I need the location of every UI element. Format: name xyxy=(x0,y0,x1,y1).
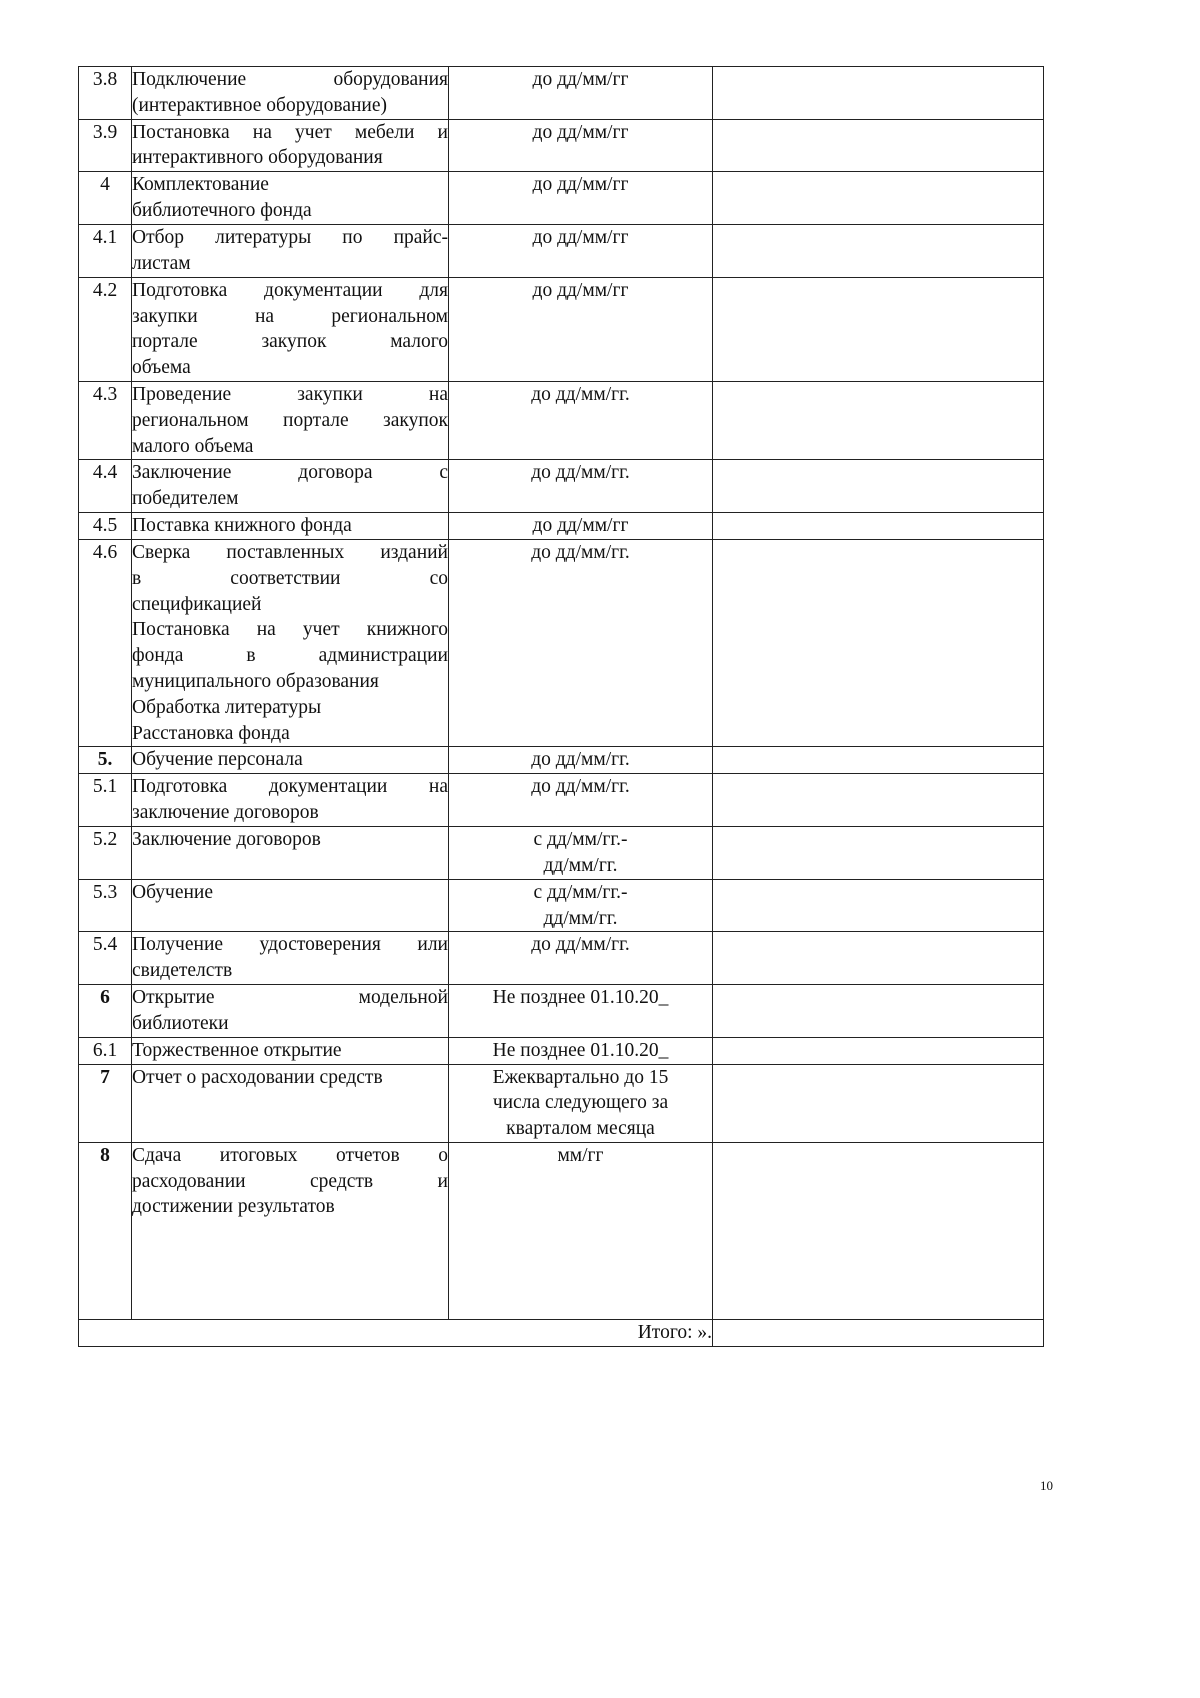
empty-cell xyxy=(713,1064,1044,1142)
task-text-line: расходовании средств и xyxy=(132,1170,448,1192)
task-text-line: Получение удостоверения или xyxy=(132,934,448,956)
task-cell xyxy=(132,172,449,225)
empty-cell xyxy=(713,1037,1044,1064)
deadline-text-line: до дд/мм/гг. xyxy=(531,462,630,484)
empty-cell xyxy=(713,984,1044,1037)
deadline-text-line: кварталом месяца xyxy=(506,1118,655,1140)
empty-cell xyxy=(713,512,1044,539)
task-cell xyxy=(132,1142,449,1319)
task-text-line: Сдача итоговых отчетов о xyxy=(132,1144,448,1166)
deadline-cell xyxy=(449,539,713,746)
item-number: 5. xyxy=(79,747,132,774)
item-number: 4 xyxy=(79,172,132,225)
empty-cell xyxy=(713,932,1044,985)
deadline-text-line: Ежеквартально до 15 xyxy=(492,1066,669,1088)
item-number: 5.1 xyxy=(79,774,132,827)
total-label: Итого: ». xyxy=(79,1319,713,1346)
table-row xyxy=(79,747,1044,774)
item-number: 7 xyxy=(79,1064,132,1142)
task-cell xyxy=(132,984,449,1037)
deadline-cell xyxy=(449,932,713,985)
deadline-text-line: до дд/мм/гг. xyxy=(531,541,630,563)
item-number: 5.4 xyxy=(79,932,132,985)
table-row xyxy=(79,984,1044,1037)
plan-table-body xyxy=(79,67,1044,1320)
task-cell xyxy=(132,774,449,827)
empty-cell xyxy=(713,225,1044,278)
task-text-line: Расстановка фонда xyxy=(132,722,290,744)
table-row xyxy=(79,879,1044,932)
deadline-text-line: дд/мм/гг. xyxy=(543,907,618,929)
deadline-text-line: до дд/мм/гг xyxy=(532,279,629,301)
item-number: 6 xyxy=(79,984,132,1037)
item-number: 4.2 xyxy=(79,277,132,381)
task-cell xyxy=(132,932,449,985)
deadline-text-line: мм/гг xyxy=(557,1144,604,1166)
task-cell xyxy=(132,1064,449,1142)
table-row xyxy=(79,277,1044,381)
empty-cell xyxy=(713,774,1044,827)
deadline-text-line: Не позднее 01.10.20_ xyxy=(492,986,669,1008)
empty-cell xyxy=(713,826,1044,879)
table-row xyxy=(79,381,1044,459)
deadline-text-line: до дд/мм/гг xyxy=(532,121,629,143)
item-number: 4.6 xyxy=(79,539,132,746)
task-cell xyxy=(132,67,449,120)
item-number: 4.4 xyxy=(79,460,132,513)
task-text-line: Заключение договоров xyxy=(132,828,321,850)
deadline-cell xyxy=(449,460,713,513)
task-text-line: в соответствии со xyxy=(132,567,448,589)
task-text-line: Поставка книжного фонда xyxy=(132,514,352,536)
task-text-line: Подготовка документации для xyxy=(132,279,448,301)
deadline-text-line: до дд/мм/гг. xyxy=(531,383,630,405)
task-text-line: Заключение договора с xyxy=(132,462,448,484)
deadline-cell xyxy=(449,879,713,932)
empty-cell xyxy=(713,67,1044,120)
item-number: 4.1 xyxy=(79,225,132,278)
deadline-text-line: с дд/мм/гг.- xyxy=(533,828,628,850)
task-text-line: Обучение персонала xyxy=(132,749,303,771)
task-text-line: объема xyxy=(132,357,191,379)
table-row xyxy=(79,67,1044,120)
task-cell xyxy=(132,539,449,746)
total-value-cell xyxy=(713,1319,1044,1346)
deadline-cell xyxy=(449,381,713,459)
table-row xyxy=(79,774,1044,827)
deadline-text-line: Не позднее 01.10.20_ xyxy=(492,1039,669,1061)
task-cell xyxy=(132,225,449,278)
deadline-cell xyxy=(449,774,713,827)
deadline-text-line: до дд/мм/гг xyxy=(532,227,629,249)
item-number: 4.3 xyxy=(79,381,132,459)
empty-cell xyxy=(713,460,1044,513)
task-text-line: малого объема xyxy=(132,435,254,457)
empty-cell xyxy=(713,879,1044,932)
table-row xyxy=(79,172,1044,225)
task-cell xyxy=(132,277,449,381)
task-text-line: библиотеки xyxy=(132,1012,229,1034)
task-text-line: муниципального образования xyxy=(132,670,379,692)
task-cell xyxy=(132,119,449,172)
table-row xyxy=(79,1142,1044,1319)
deadline-text-line: до дд/мм/гг xyxy=(532,514,629,536)
task-text-line: заключение договоров xyxy=(132,801,319,823)
task-text-line: Открытие модельной xyxy=(132,986,448,1008)
table-row xyxy=(79,932,1044,985)
item-number: 5.2 xyxy=(79,826,132,879)
deadline-text-line: до дд/мм/гг xyxy=(532,174,629,196)
empty-cell xyxy=(713,747,1044,774)
task-text-line: фонда в администрации xyxy=(132,645,448,667)
table-row xyxy=(79,119,1044,172)
item-number: 8 xyxy=(79,1142,132,1319)
table-row xyxy=(79,225,1044,278)
task-text-line: региональном портале закупок xyxy=(132,409,448,431)
page-number: 10 xyxy=(1040,1478,1053,1493)
task-text-line: Подключение оборудования xyxy=(132,69,448,90)
task-cell xyxy=(132,381,449,459)
task-cell xyxy=(132,879,449,932)
item-number: 3.9 xyxy=(79,119,132,172)
deadline-text-line: до дд/мм/гг xyxy=(532,69,629,90)
task-text-line: Постановка на учет мебели и xyxy=(132,121,448,143)
task-text-line: Отбор литературы по прайс- xyxy=(132,227,448,249)
deadline-cell xyxy=(449,277,713,381)
empty-cell xyxy=(713,119,1044,172)
task-text-line: Обработка литературы xyxy=(132,696,322,718)
task-cell xyxy=(132,1037,449,1064)
empty-cell xyxy=(713,277,1044,381)
task-text-line: Отчет о расходовании средств xyxy=(132,1066,383,1088)
task-text-line: библиотечного фонда xyxy=(132,199,312,221)
total-row xyxy=(79,1319,1044,1346)
deadline-cell xyxy=(449,119,713,172)
task-text-line: Обучение xyxy=(132,881,213,903)
plan-table xyxy=(78,66,1044,1347)
item-number: 5.3 xyxy=(79,879,132,932)
deadline-cell xyxy=(449,747,713,774)
task-text-line: Торжественное открытие xyxy=(132,1039,342,1061)
item-number: 4.5 xyxy=(79,512,132,539)
deadline-cell xyxy=(449,225,713,278)
item-number: 6.1 xyxy=(79,1037,132,1064)
task-text-line: (интерактивное оборудование) xyxy=(132,94,388,116)
item-number: 3.8 xyxy=(79,67,132,120)
task-text-line: Комплектование xyxy=(132,174,269,196)
task-cell xyxy=(132,826,449,879)
deadline-cell xyxy=(449,826,713,879)
deadline-cell xyxy=(449,1037,713,1064)
task-text-line: спецификацией xyxy=(132,593,262,615)
deadline-cell xyxy=(449,1142,713,1319)
task-text-line: листам xyxy=(132,252,191,274)
deadline-cell xyxy=(449,1064,713,1142)
deadline-text-line: до дд/мм/гг. xyxy=(531,934,630,956)
task-cell xyxy=(132,512,449,539)
deadline-cell xyxy=(449,172,713,225)
table-row xyxy=(79,460,1044,513)
task-text-line: интерактивного оборудования xyxy=(132,147,383,169)
table-row xyxy=(79,512,1044,539)
deadline-text-line: числа следующего за xyxy=(492,1092,669,1114)
deadline-text-line: дд/мм/гг. xyxy=(543,854,618,876)
empty-cell xyxy=(713,539,1044,746)
task-text-line: свидетелств xyxy=(132,960,233,982)
table-row xyxy=(79,1037,1044,1064)
task-text-line: достижении результатов xyxy=(132,1196,335,1218)
deadline-text-line: до дд/мм/гг. xyxy=(531,749,630,771)
table-row xyxy=(79,826,1044,879)
task-cell xyxy=(132,747,449,774)
task-cell xyxy=(132,460,449,513)
deadline-cell xyxy=(449,512,713,539)
deadline-text-line: с дд/мм/гг.- xyxy=(533,881,628,903)
table-row xyxy=(79,539,1044,746)
deadline-text-line: до дд/мм/гг. xyxy=(531,776,630,798)
task-text-line: Подготовка документации на xyxy=(132,776,448,798)
deadline-cell xyxy=(449,67,713,120)
task-text-line: закупки на региональном xyxy=(132,305,448,327)
task-text-line: портале закупок малого xyxy=(132,331,448,353)
task-text-line: Проведение закупки на xyxy=(132,383,448,405)
empty-cell xyxy=(713,1142,1044,1319)
table-row xyxy=(79,1064,1044,1142)
empty-cell xyxy=(713,172,1044,225)
task-text-line: Постановка на учет книжного xyxy=(132,619,448,641)
task-text-line: победителем xyxy=(132,488,239,510)
empty-cell xyxy=(713,381,1044,459)
deadline-cell xyxy=(449,984,713,1037)
task-text-line: Сверка поставленных изданий xyxy=(132,541,448,563)
